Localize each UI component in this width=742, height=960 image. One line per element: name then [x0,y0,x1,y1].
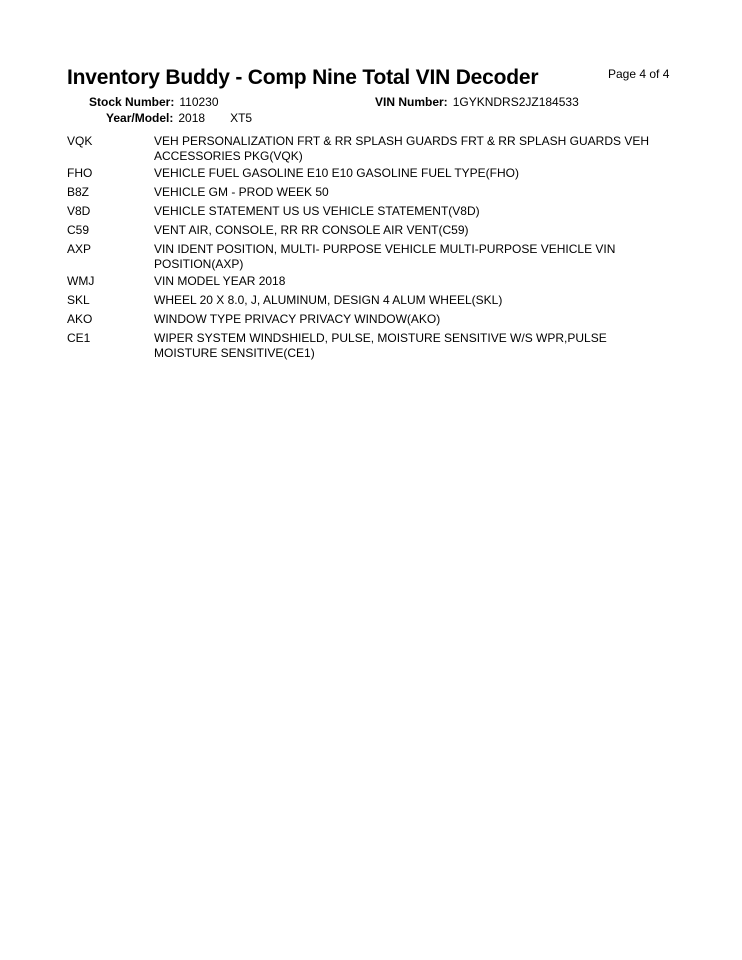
option-code: V8D [67,204,91,218]
option-code: AXP [67,242,92,256]
option-code: FHO [67,166,93,180]
model-value: XT5 [230,111,253,125]
stock-number-value: 110230 [179,95,219,109]
vin-number-value: 1GYKNDRS2JZ184533 [452,95,579,109]
stock-number-label: Stock Number: [89,95,175,109]
option-description: VENT AIR, CONSOLE, RR RR CONSOLE AIR VENT(C59) [154,223,469,237]
option-code: VQK [67,134,93,148]
option-description: WHEEL 20 X 8.0, J, ALUMINUM, DESIGN 4 ALUM WHEEL(SKL) [154,293,503,307]
option-code: C59 [67,223,90,237]
option-description: VIN IDENT POSITION, MULTI- PURPOSE VEHICLE MULTI-PURPOSE VEHICLE VIN POSITION(AXP) [154,242,616,271]
option-description: VEHICLE GM - PROD WEEK 50 [154,185,329,199]
option-code: AKO [67,312,93,326]
year-model-label: Year/Model: [106,111,174,125]
option-description: VEH PERSONALIZATION FRT & RR SPLASH GUARDS FRT & RR SPLASH GUARDS VEH ACCESSORIES PKG(VQK) [154,134,649,163]
option-description: VEHICLE STATEMENT US US VEHICLE STATEMENT(V8D) [154,204,480,218]
option-code: SKL [67,293,90,307]
option-description: VEHICLE FUEL GASOLINE E10 E10 GASOLINE FUEL TYPE(FHO) [154,166,520,180]
option-description: WINDOW TYPE PRIVACY PRIVACY WINDOW(AKO) [154,312,441,326]
option-code: B8Z [67,185,90,199]
option-code: WMJ [67,274,95,288]
option-description: WIPER SYSTEM WINDSHIELD, PULSE, MOISTURE SENSITIVE W/S WPR,PULSE MOISTURE SENSITIVE(CE1) [154,331,607,360]
page-title: Inventory Buddy - Comp Nine Total VIN Decoder [67,66,539,89]
vin-number-label: VIN Number: [375,95,448,109]
option-description: VIN MODEL YEAR 2018 [154,274,286,288]
page-number: Page 4 of 4 [608,67,670,81]
year-value: 2018 [178,111,206,125]
option-code: CE1 [67,331,91,345]
